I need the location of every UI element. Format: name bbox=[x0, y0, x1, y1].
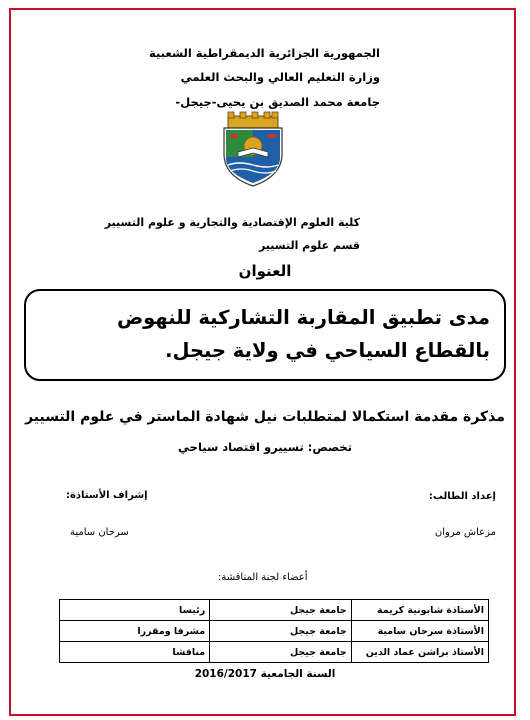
header-republic: الجمهورية الجزائرية الديمقراطية الشعبية bbox=[148, 46, 380, 60]
jury-member-name: الأستاذة شابونية كريمة bbox=[351, 600, 488, 621]
supervisor-name: سرحان سامية bbox=[70, 527, 129, 538]
university-emblem-icon bbox=[214, 110, 292, 188]
title-box bbox=[24, 289, 506, 381]
thesis-title: مدى تطبيق المقاربة التشاركية للنهوض بالقطاع السياحي في ولاية جيجل. bbox=[116, 306, 490, 362]
table-row bbox=[60, 621, 489, 642]
memoir-statement: مذكرة مقدمة استكمالا لمتطلبات نيل شهادة الماستر في علوم التسيير bbox=[25, 409, 505, 425]
table-row bbox=[60, 642, 489, 663]
jury-member-name: الأستاذة سرحان سامية bbox=[351, 621, 488, 642]
jury-member-university: جامعة جيجل bbox=[210, 621, 352, 642]
jury-table bbox=[59, 599, 489, 663]
jury-member-role: مشرفا ومقررا bbox=[60, 621, 210, 642]
supervisor-label: إشراف الأستاذة: bbox=[66, 490, 148, 501]
table-row bbox=[60, 600, 489, 621]
jury-member-role: مناقشا bbox=[60, 642, 210, 663]
jury-label: أعضاء لجنة المناقشة: bbox=[218, 572, 308, 583]
department-name: قسم علوم التسيير bbox=[258, 239, 360, 252]
header-university: جامعة محمد الصديق بن يحيى-جيجل- bbox=[175, 95, 380, 109]
jury-member-university: جامعة جيجل bbox=[210, 642, 352, 663]
academic-year: السنة الجامعية 2016/2017 bbox=[194, 668, 336, 680]
jury-member-name: الأستاذ براشن عماد الدين bbox=[351, 642, 488, 663]
title-heading: العنوان bbox=[238, 262, 292, 280]
jury-member-university: جامعة جيجل bbox=[210, 600, 352, 621]
header-ministry: وزارة التعليم العالي والبحث العلمي bbox=[180, 70, 380, 84]
jury-member-role: رئيسا bbox=[60, 600, 210, 621]
student-name: مزعاش مروان bbox=[434, 527, 496, 538]
student-label: إعداد الطالب: bbox=[428, 491, 496, 502]
specialization: تخصص: تسييرو اقتصاد سياحي bbox=[178, 440, 352, 454]
faculty-name: كلية العلوم الإقتصادية والتجارية و علوم التسيير bbox=[104, 216, 360, 229]
